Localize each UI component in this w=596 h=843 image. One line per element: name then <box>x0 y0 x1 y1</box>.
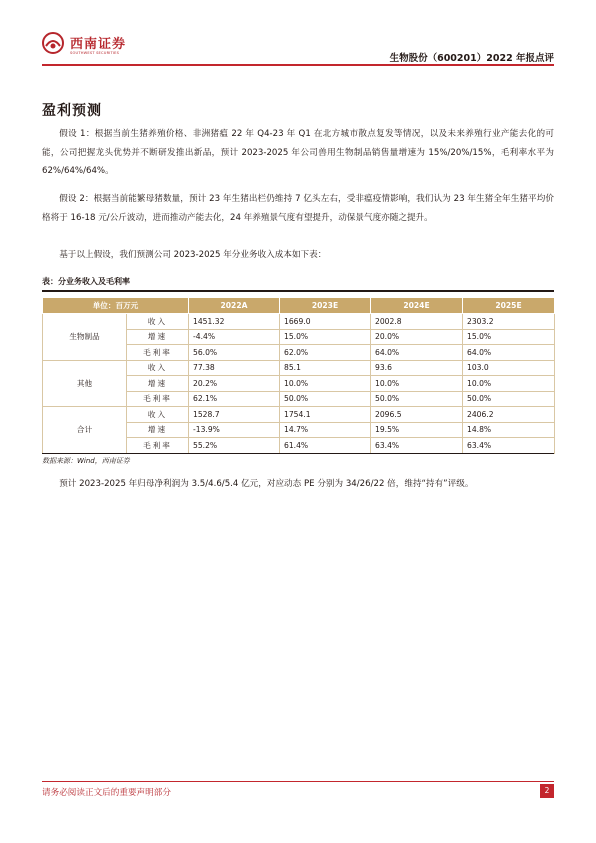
table-cell: 56.0% <box>189 345 280 361</box>
header-unit: 单位：百万元 <box>43 298 189 314</box>
table-intro-text: 基于以上假设，我们预测公司 2023-2025 年分业务收入成本如下表： <box>59 250 327 260</box>
table-cell: 1754.1 <box>280 407 371 423</box>
table-cell: 1528.7 <box>189 407 280 423</box>
table-cell: 1451.32 <box>189 314 280 330</box>
page-header <box>0 0 596 66</box>
table-cell: 2303.2 <box>463 314 555 330</box>
table-cell: 2096.5 <box>371 407 463 423</box>
header-2022a: 2022A <box>189 298 280 314</box>
table-row <box>43 360 555 376</box>
table-cell: 77.38 <box>189 360 280 376</box>
assumption-1-text: 假设 1：根据当前生猪养殖价格、非洲猪瘟 22 年 Q4-23 年 Q1 在北方城市散点复发等情况，以及未来养殖行业产能去化的可能，公司把握龙头优势并不断研发推出新品，预计 2023-2025 年公司兽用生物制品销售量增速为 15%/20%/15%，毛利率水平为 62%/64%/64%。 <box>42 129 554 176</box>
logo-chinese-name: 西南证券 <box>70 37 127 52</box>
logo-english-name: SOUTHWEST SECURITIES <box>70 51 120 55</box>
table-cell: 85.1 <box>280 360 371 376</box>
table-cell: 10.0% <box>280 376 371 392</box>
table-cell: 1669.0 <box>280 314 371 330</box>
table-cell: 15.0% <box>280 329 371 345</box>
table-cell: 10.0% <box>371 376 463 392</box>
table-cell: 64.0% <box>463 345 555 361</box>
company-logo <box>42 32 152 62</box>
table-cell: 19.5% <box>371 422 463 438</box>
table-top-divider <box>42 290 554 292</box>
metric-label: 收入 <box>127 360 189 376</box>
table-cell: 63.4% <box>371 438 463 454</box>
header-divider <box>42 64 554 66</box>
assumption-2-text: 假设 2：根据当前能繁母猪数量，预计 23 年生猪出栏仍维持 7 亿头左右，受非瘟疫情影响，我们认为 23 年生猪全年生猪平均价格将于 16-18 元/公斤波动，进而推动产能去化，24 年养殖景气度有望提升，动保景气度亦随之提升。 <box>42 194 554 223</box>
forecast-text: 预计 2023-2025 年归母净利润为 3.5/4.6/5.4 亿元，对应动态 PE 分别为 34/26/22 倍，维持“持有”评级。 <box>59 479 474 489</box>
metric-label: 毛利率 <box>127 391 189 407</box>
forecast-paragraph <box>42 475 554 494</box>
table-header-row <box>43 298 555 314</box>
table-cell: 55.2% <box>189 438 280 454</box>
table-cell: 15.0% <box>463 329 555 345</box>
table-cell: 61.4% <box>280 438 371 454</box>
assumption-2 <box>42 190 554 227</box>
assumption-1 <box>42 125 554 181</box>
metric-label: 收入 <box>127 314 189 330</box>
segment-revenue-table <box>42 297 555 454</box>
table-row <box>43 407 555 423</box>
footer-disclaimer: 请务必阅读正文后的重要声明部分 <box>42 788 171 798</box>
metric-label: 增速 <box>127 376 189 392</box>
header-2024e: 2024E <box>371 298 463 314</box>
logo-emblem-icon <box>42 32 64 54</box>
table-cell: 2002.8 <box>371 314 463 330</box>
table-cell: 2406.2 <box>463 407 555 423</box>
segment-name: 其他 <box>43 360 127 407</box>
table-cell: 14.7% <box>280 422 371 438</box>
page-number: 2 <box>540 784 554 798</box>
table-cell: 64.0% <box>371 345 463 361</box>
table-cell: 14.8% <box>463 422 555 438</box>
table-row <box>43 314 555 330</box>
report-title: 生物股份（600201）2022 年报点评 <box>389 53 554 64</box>
table-cell: 50.0% <box>280 391 371 407</box>
table-bottom-divider <box>42 453 554 454</box>
metric-label: 毛利率 <box>127 438 189 454</box>
table-intro <box>42 246 554 265</box>
footer-divider <box>42 781 554 782</box>
table-cell: 62.1% <box>189 391 280 407</box>
section-title: 盈利预测 <box>42 103 102 119</box>
segment-name: 生物制品 <box>43 314 127 361</box>
table-caption: 表：分业务收入及毛利率 <box>42 277 130 286</box>
table-cell: 63.4% <box>463 438 555 454</box>
table-cell: 50.0% <box>371 391 463 407</box>
segment-name: 合计 <box>43 407 127 454</box>
header-2025e: 2025E <box>463 298 555 314</box>
table-cell: 20.2% <box>189 376 280 392</box>
table-cell: -4.4% <box>189 329 280 345</box>
metric-label: 增速 <box>127 329 189 345</box>
metric-label: 增速 <box>127 422 189 438</box>
table-cell: 10.0% <box>463 376 555 392</box>
metric-label: 毛利率 <box>127 345 189 361</box>
header-2023e: 2023E <box>280 298 371 314</box>
table-cell: 103.0 <box>463 360 555 376</box>
table-cell: 50.0% <box>463 391 555 407</box>
table-cell: 62.0% <box>280 345 371 361</box>
metric-label: 收入 <box>127 407 189 423</box>
table-cell: 20.0% <box>371 329 463 345</box>
data-source-note: 数据来源：Wind，西南证券 <box>42 457 130 465</box>
table-cell: -13.9% <box>189 422 280 438</box>
table-cell: 93.6 <box>371 360 463 376</box>
